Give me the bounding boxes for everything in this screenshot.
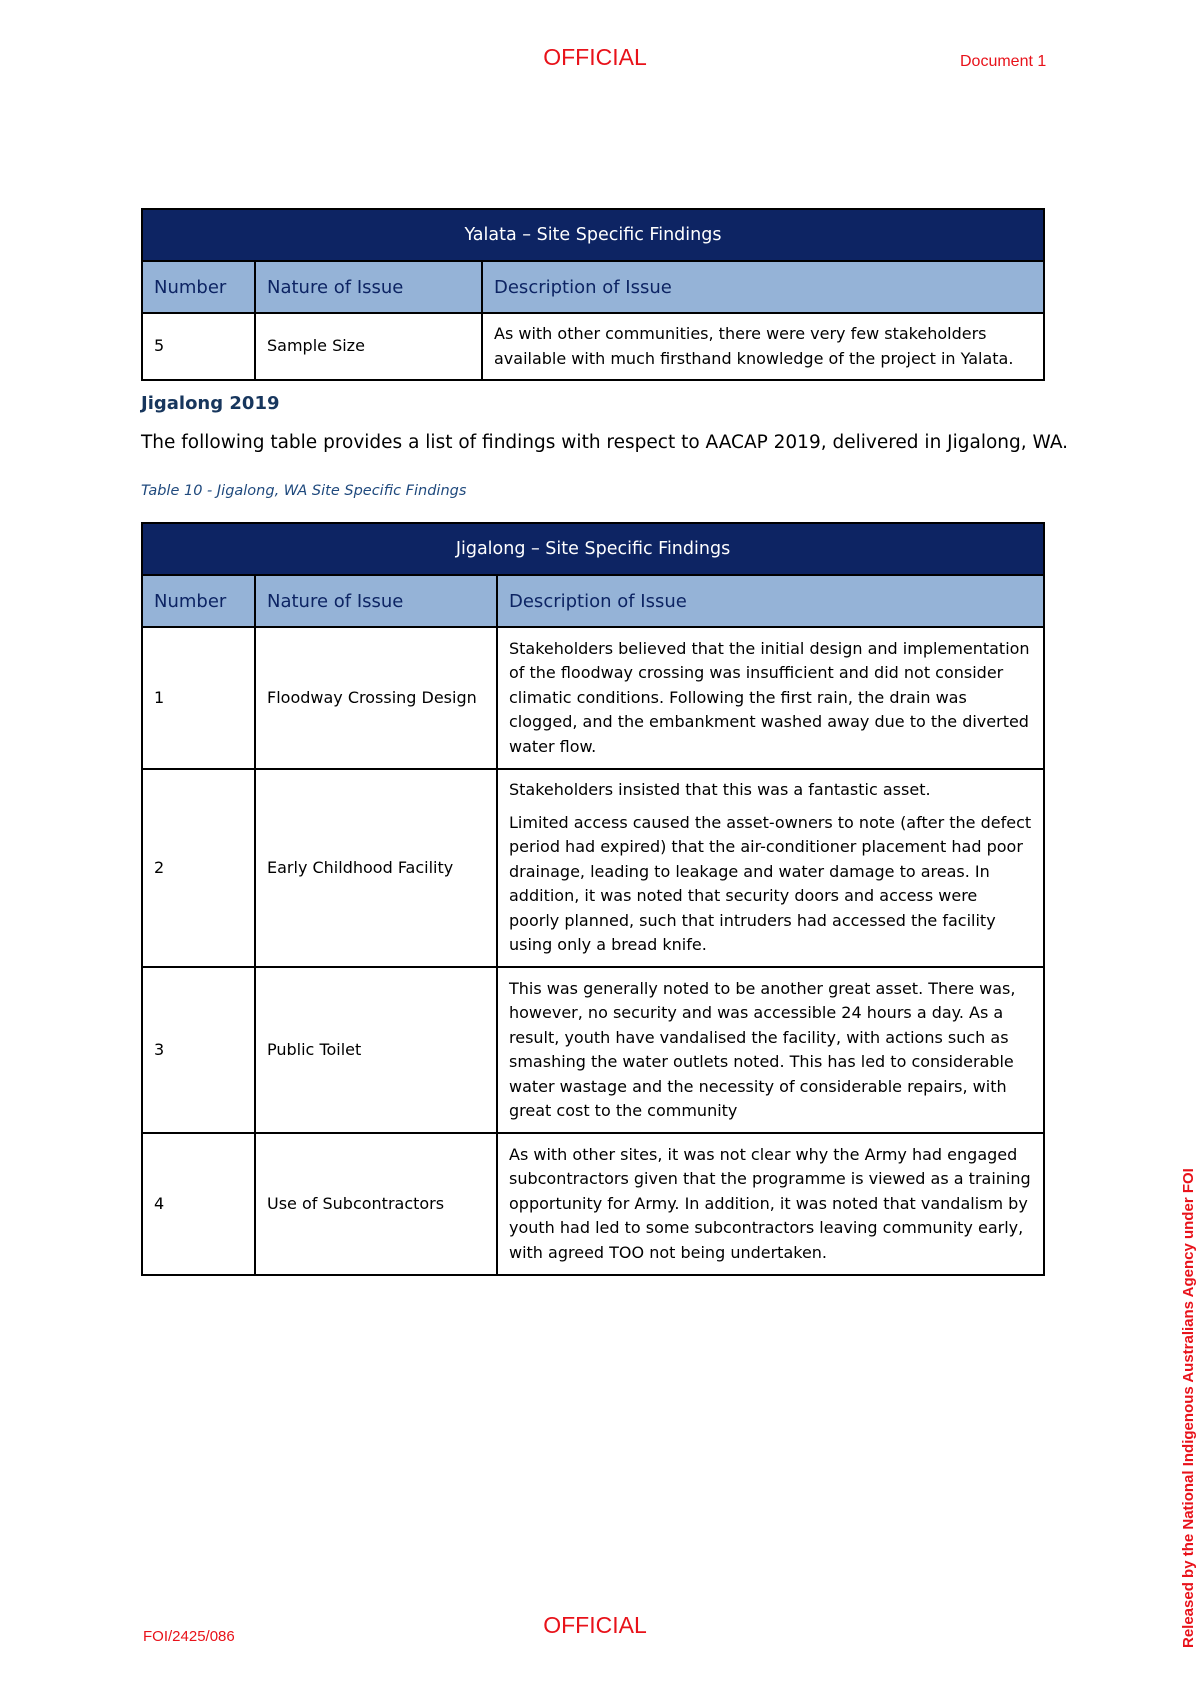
official-marking-top: OFFICIAL — [543, 44, 647, 70]
yalata-findings-table — [141, 208, 1045, 381]
description-paragraph: As with other communities, there were very few stakeholders available with much firsthand knowledge of the project in Yalata. — [494, 324, 1014, 368]
row-description — [497, 1133, 1044, 1275]
description-paragraph: Limited access caused the asset-owners to note (after the defect period had expired) that the air-conditioner placement had poor drainage, leading to leakage and water damage to areas. In addition, it was noted that security doors and access were poorly planned, such that intruders had accessed the facility using only a bread knife. — [509, 812, 1032, 955]
row-description — [497, 769, 1044, 967]
description-paragraph: Stakeholders believed that the initial design and implementation of the floodway crossing was insufficient and did not consider climatic conditions. Following the first rain, the drain was clogged, and the embankment washed away due to the diverted water flow. — [509, 638, 1030, 756]
column-header-description: Description of Issue — [497, 575, 1044, 627]
row-nature: Public Toilet — [255, 967, 497, 1133]
foi-reference: FOI/2425/086 — [143, 1628, 235, 1645]
table-caption: Table 10 - Jigalong, WA Site Specific Findings — [141, 483, 467, 499]
row-number: 2 — [142, 769, 255, 967]
table-row — [142, 967, 1044, 1133]
column-header-nature: Nature of Issue — [255, 575, 497, 627]
row-nature: Use of Subcontractors — [255, 1133, 497, 1275]
row-number: 3 — [142, 967, 255, 1133]
row-nature: Sample Size — [255, 313, 482, 380]
column-header-nature: Nature of Issue — [255, 261, 482, 313]
description-paragraph: Stakeholders insisted that this was a fantastic asset. — [509, 780, 931, 800]
row-number: 4 — [142, 1133, 255, 1275]
intro-paragraph: The following table provides a list of findings with respect to AACAP 2019, delivered in Jigalong, WA. — [141, 432, 1069, 453]
row-nature: Early Childhood Facility — [255, 769, 497, 967]
section-heading: Jigalong 2019 — [141, 393, 280, 414]
row-description — [497, 967, 1044, 1133]
row-description — [482, 313, 1044, 380]
table-body — [142, 627, 1044, 1275]
table-body — [142, 313, 1044, 380]
description-paragraph: As with other sites, it was not clear why the Army had engaged subcontractors given that the programme is viewed as a training opportunity for Army. In addition, it was noted that vandalism by youth had led to some subcontractors leaving community early, with agreed TOO not being undertaken. — [509, 1144, 1031, 1262]
row-nature: Floodway Crossing Design — [255, 627, 497, 769]
table-title: Yalata – Site Specific Findings — [142, 209, 1044, 261]
column-header-number: Number — [142, 261, 255, 313]
official-marking-bottom: OFFICIAL — [543, 1612, 647, 1638]
table-title: Jigalong – Site Specific Findings — [142, 523, 1044, 575]
table-row — [142, 313, 1044, 380]
table-row — [142, 769, 1044, 967]
release-note: Released by the National Indigenous Australians Agency under FOI — [1180, 1168, 1197, 1648]
description-paragraph: This was generally noted to be another great asset. There was, however, no security and was accessible 24 hours a day. As a result, youth have vandalised the facility, with actions such as smashing the water outlets noted. This has led to considerable water wastage and the necessity of considerable repairs, with great cost to the community — [509, 978, 1016, 1120]
table-row — [142, 627, 1044, 769]
column-header-description: Description of Issue — [482, 261, 1044, 313]
row-number: 5 — [142, 313, 255, 380]
column-header-number: Number — [142, 575, 255, 627]
row-number: 1 — [142, 627, 255, 769]
table-row — [142, 1133, 1044, 1275]
document-label: Document 1 — [960, 53, 1047, 70]
jigalong-findings-table — [141, 522, 1045, 1276]
row-description — [497, 627, 1044, 769]
